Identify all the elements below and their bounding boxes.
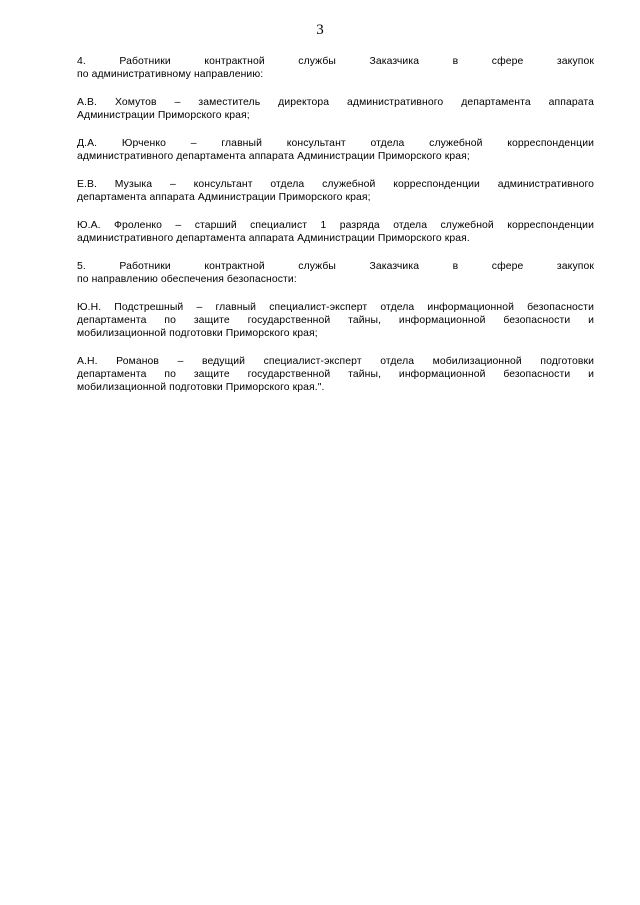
paragraph-line: мобилизационной подготовки Приморского края.".	[77, 382, 325, 393]
paragraph-line: мобилизационной подготовки Приморского края;	[77, 328, 318, 339]
paragraph-frolenko	[77, 219, 594, 245]
paragraph-line: Е.В. Музыка – консультант отдела служебной корреспонденции административного	[77, 179, 594, 190]
paragraph-line: по административному направлению:	[77, 69, 264, 80]
paragraph-khomutov	[77, 96, 594, 122]
document-body	[77, 55, 594, 409]
paragraph-line: Ю.А. Фроленко – старший специалист 1 разряда отдела служебной корреспонденции	[77, 220, 594, 231]
paragraph-line: 4. Работники контрактной службы Заказчика в сфере закупок	[77, 56, 594, 67]
paragraph-line: Д.А. Юрченко – главный консультант отдела служебной корреспонденции	[77, 138, 594, 149]
paragraph-podstreshny	[77, 301, 594, 340]
paragraph-line: Ю.Н. Подстрешный – главный специалист-эксперт отдела информационной безопасности	[77, 302, 594, 313]
paragraph-yurchenko	[77, 137, 594, 163]
paragraph-section-5-heading	[77, 260, 594, 286]
paragraph-line: департамента по защите государственной тайны, информационной безопасности и	[77, 315, 594, 326]
paragraph-muzyka	[77, 178, 594, 204]
paragraph-line: А.Н. Романов – ведущий специалист-эксперт отдела мобилизационной подготовки	[77, 356, 594, 367]
paragraph-section-4-heading	[77, 55, 594, 81]
paragraph-line: по направлению обеспечения безопасности:	[77, 274, 297, 285]
paragraph-line: департамента аппарата Администрации Приморского края;	[77, 192, 371, 203]
paragraph-romanov	[77, 355, 594, 394]
paragraph-line: департамента по защите государственной тайны, информационной безопасности и	[77, 369, 594, 380]
paragraph-line: административного департамента аппарата Администрации Приморского края.	[77, 233, 470, 244]
paragraph-line: Администрации Приморского края;	[77, 110, 250, 121]
page-number: 3	[316, 22, 324, 38]
paragraph-line: 5. Работники контрактной службы Заказчика в сфере закупок	[77, 261, 594, 272]
paragraph-line: А.В. Хомутов – заместитель директора административного департамента аппарата	[77, 97, 594, 108]
paragraph-line: административного департамента аппарата Администрации Приморского края;	[77, 151, 470, 162]
